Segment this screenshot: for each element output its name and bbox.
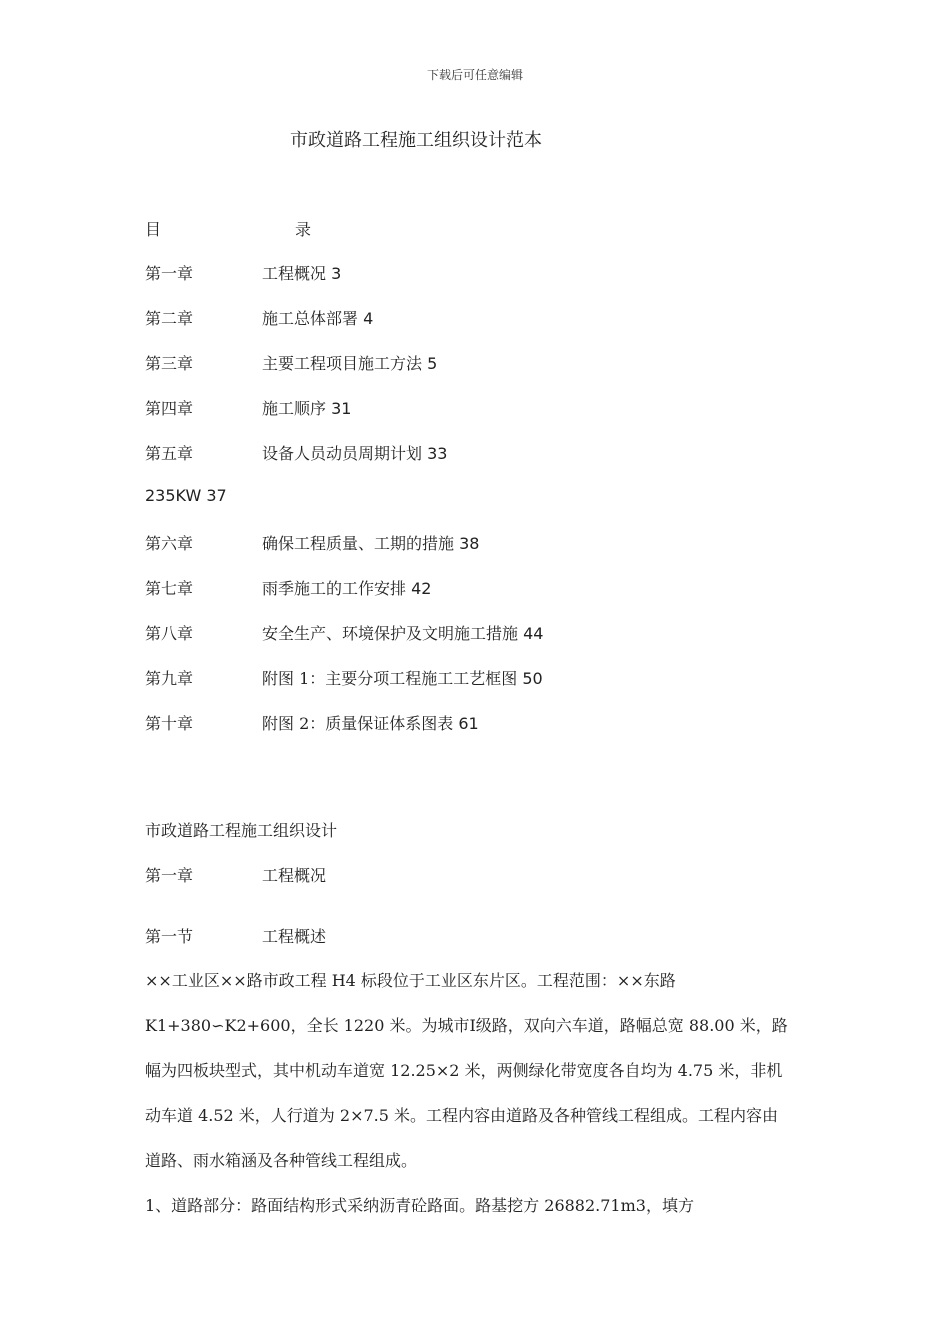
toc-heading-part-b: 录 (295, 220, 312, 239)
table-of-contents (145, 261, 845, 756)
paragraph-line: ××工业区××路市政工程 H4 标段位于工业区东片区。工程范围：××东路 (145, 971, 676, 990)
toc-chapter-label: 第四章 (145, 399, 194, 418)
document-title: 市政道路工程施工组织设计范本 (290, 130, 542, 151)
toc-chapter-label: 第五章 (145, 444, 194, 463)
toc-page-number: 42 (411, 579, 432, 598)
page-header-note: 下载后可任意编辑 (426, 68, 523, 82)
toc-page-number: 50 (522, 669, 543, 688)
toc-page-number: 61 (458, 714, 479, 733)
paragraph-line: 动车道 4.52 米，人行道为 2×7.5 米。工程内容由道路及各种管线工程组成。工程内容由 (145, 1106, 779, 1125)
body-paragraph (145, 968, 815, 1238)
toc-heading (145, 217, 312, 240)
toc-row[interactable] (145, 441, 845, 486)
toc-heading-part-a: 目 (145, 220, 162, 239)
chapter-label: 第一章 (145, 866, 194, 885)
toc-page-number: 4 (363, 309, 374, 328)
toc-chapter-label: 第六章 (145, 534, 194, 553)
section-heading (145, 924, 327, 947)
toc-chapter-label: 第九章 (145, 669, 194, 688)
chapter-title: 工程概况 (262, 866, 327, 885)
body-section-title: 市政道路工程施工组织设计 (145, 821, 338, 840)
toc-chapter-label: 第三章 (145, 354, 194, 373)
paragraph-line: 1、道路部分：路面结构形式采纳沥青砼路面。路基挖方 26882.71m3，填方 (145, 1196, 694, 1215)
toc-page-number: 38 (459, 534, 480, 553)
toc-page-number: 31 (331, 399, 352, 418)
toc-row[interactable] (145, 486, 845, 531)
toc-row[interactable] (145, 351, 845, 396)
toc-entry-title: 施工总体部署 4 (262, 309, 374, 328)
section-name: 工程概述 (262, 927, 327, 946)
toc-entry-title: 确保工程质量、工期的措施 38 (262, 534, 480, 553)
section-label: 第一节 (145, 927, 194, 946)
toc-row[interactable] (145, 666, 845, 711)
toc-row[interactable] (145, 396, 845, 441)
toc-row[interactable] (145, 531, 845, 576)
toc-entry-title: 安全生产、环境保护及文明施工措施 44 (262, 624, 544, 643)
chapter-heading (145, 863, 327, 886)
toc-page-number: 3 (331, 264, 342, 283)
toc-row[interactable] (145, 306, 845, 351)
toc-chapter-label: 第八章 (145, 624, 194, 643)
toc-page-number: 33 (427, 444, 448, 463)
toc-entry-title: 主要工程项目施工方法 5 (262, 354, 438, 373)
toc-chapter-label: 第七章 (145, 579, 194, 598)
toc-row[interactable] (145, 621, 845, 666)
toc-row[interactable] (145, 711, 845, 756)
toc-entry-title: 雨季施工的工作安排 42 (262, 579, 432, 598)
paragraph-line: 道路、雨水箱涵及各种管线工程组成。 (145, 1151, 418, 1170)
paragraph-line: K1+380∽K2+600，全长 1220 米。为城市Ⅰ级路，双向六车道，路幅总宽 88.00 米，路 (145, 1016, 788, 1035)
toc-chapter-label: 第十章 (145, 714, 194, 733)
toc-entry-title: 附图 2：质量保证体系图表 61 (262, 714, 479, 733)
toc-entry-title: 工程概况 3 (262, 264, 342, 283)
toc-row[interactable] (145, 576, 845, 621)
paragraph-line: 幅为四板块型式，其中机动车道宽 12.25×2 米，两侧绿化带宽度各自均为 4.75 米，非机 (145, 1061, 783, 1080)
toc-row[interactable] (145, 261, 845, 306)
toc-entry-title: 附图 1：主要分项工程施工工艺框图 50 (262, 669, 543, 688)
toc-page-number: 5 (427, 354, 438, 373)
toc-entry-title: 设备人员动员周期计划 33 (262, 444, 448, 463)
toc-page-number: 44 (523, 624, 544, 643)
toc-extra-entry: 235KW 37 (145, 486, 227, 505)
toc-chapter-label: 第二章 (145, 309, 194, 328)
toc-chapter-label: 第一章 (145, 264, 194, 283)
toc-entry-title: 施工顺序 31 (262, 399, 352, 418)
